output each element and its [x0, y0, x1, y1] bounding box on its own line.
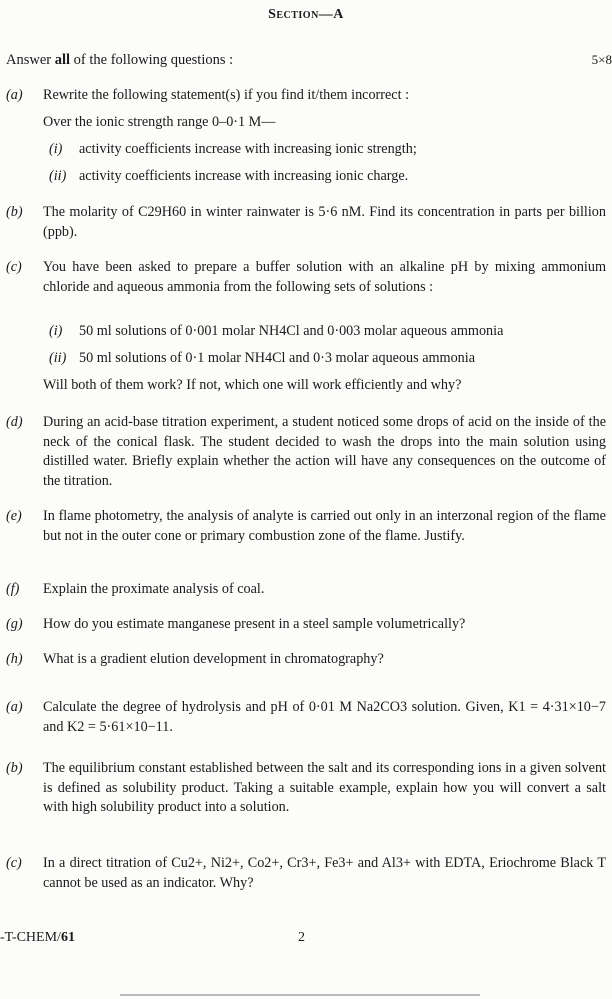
question-c: (c) You have been asked to prepare a buffer solution with an alkaline pH by mixing ammonium chloride and aqueous ammonia from the following sets of solutions : (i) 50 ml solutions of 0·001 molar NH4Cl and 0·003 molar aqueous ammonia (ii) 50 ml solutions of 0·1 molar NH4Cl and 0·3 molar aqueous ammonia Will both of them work? If not, which one will work efficiently and why? — [6, 258, 606, 398]
question-text: How do you estimate manganese present in a steel sample volumetrically? — [43, 616, 466, 632]
question-f — [6, 580, 606, 600]
question-text: What is a gradient elution development in chromatography? — [43, 651, 384, 667]
question-text: In a direct titration of Cu2+, Ni2+, Co2+, Cr3+, Fe3+ and Al3+ with EDTA, Eriochrome Black T cannot be used as an indicator. Why? — [43, 855, 606, 891]
question-subline: Over the ionic strength range 0–0·1 M— — [43, 114, 276, 130]
paper-code: -T-CHEM/61 — [0, 930, 75, 945]
question-label: (c) — [6, 855, 22, 871]
question-2-c — [6, 854, 606, 894]
page-number: 2 — [298, 930, 305, 945]
question-text: The molarity of C29H60 in winter rainwater is 5·6 nM. Find its concentration in parts per billion (ppb). — [43, 204, 606, 240]
marks: 5×8 — [591, 52, 612, 67]
question-e — [6, 507, 606, 567]
question-text: In flame photometry, the analysis of analyte is carried out only in an interzonal region of the flame but not in the outer cone or primary combustion zone of the flame. Justify. — [43, 508, 606, 544]
question-h — [6, 650, 606, 670]
question-text: During an acid-base titration experiment, a student noticed some drops of acid on the inside of the neck of the conical flask. The student decided to wash the drops into the main solution using distilled water. Briefly explain whether the action will have any consequences on the outcome of the titration. — [43, 414, 606, 489]
question-label: (d) — [6, 414, 23, 430]
question-text: You have been asked to prepare a buffer solution with an alkaline pH by mixing ammonium chloride and aqueous ammonia from the following sets of solutions : — [43, 259, 606, 295]
question-label: (h) — [6, 651, 23, 667]
question-a: (a) Rewrite the following statement(s) if you find it/them incorrect : Over the ionic strength range 0–0·1 M— (i) activity coefficients increase with increasing ionic strength; (ii) activity coefficients increase with increasing ionic charge. — [6, 86, 606, 196]
question-g — [6, 615, 606, 635]
question-tail: Will both of them work? If not, which one will work efficiently and why? — [43, 377, 462, 393]
question-label: (a) — [6, 699, 23, 715]
question-label: (b) — [6, 760, 23, 776]
question-2-b — [6, 759, 606, 839]
question-text: Explain the proximate analysis of coal. — [43, 581, 265, 597]
question-label: (f) — [6, 581, 20, 597]
question-label: (c) — [6, 259, 22, 275]
scan-edge-line — [120, 994, 480, 996]
question-text: The equilibrium constant established between the salt and its corresponding ions in a given solvent is defined as solubility product. Taking a suitable example, explain how you will convert a salt with high solubility product into a solution. — [43, 760, 606, 815]
question-d — [6, 413, 606, 493]
question-label: (e) — [6, 508, 22, 524]
section-title: Section—A — [268, 7, 344, 22]
question-label: (a) — [6, 87, 23, 103]
question-text: Rewrite the following statement(s) if you find it/them incorrect : — [43, 87, 410, 103]
question-text: Calculate the degree of hydrolysis and pH of 0·01 M Na2CO3 solution. Given, K1 = 4·31×10−7 and K2 = 5·61×10−11. — [43, 699, 606, 735]
question-b — [6, 203, 606, 243]
question-label: (b) — [6, 204, 23, 220]
question-label: (g) — [6, 616, 23, 632]
instruction: Answer all of the following questions : — [6, 52, 234, 68]
question-2-a — [6, 698, 606, 738]
